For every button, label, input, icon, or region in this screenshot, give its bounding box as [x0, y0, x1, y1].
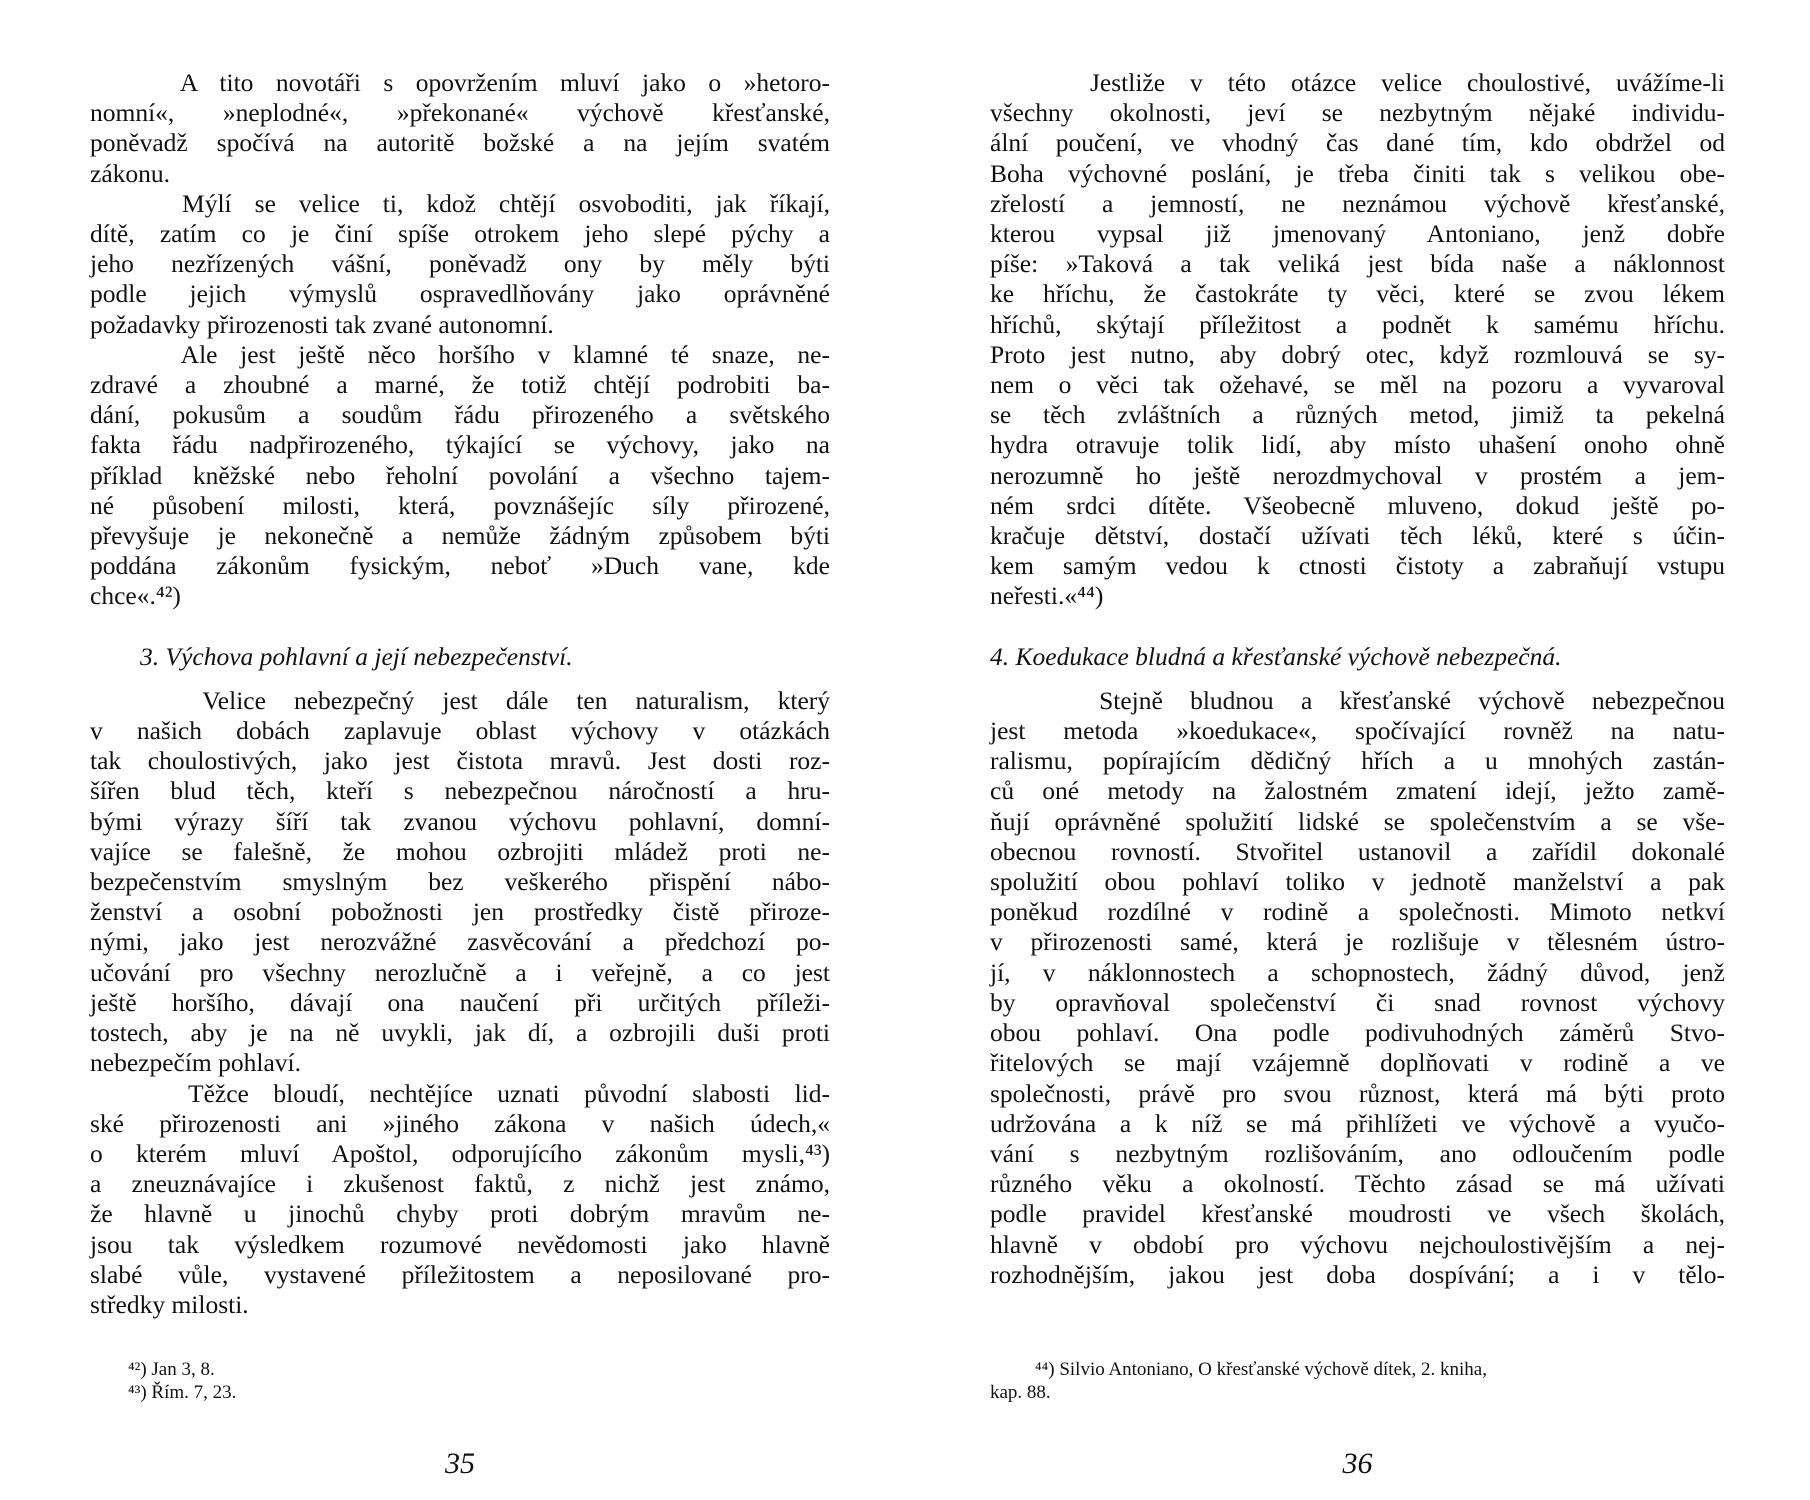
text-line: nem o věci tak ožehavé, se měl na pozoru a vyvaroval [990, 370, 1725, 400]
text-line: a zneuznávajíce i zkušenost faktů, z nichž jest známo, [90, 1169, 830, 1199]
text-line: v našich dobách zaplavuje oblast výchovy v otázkách [90, 716, 830, 746]
text-line: zákonu. [90, 158, 171, 188]
text-line: převyšuje je nekonečně a nemůže žádným způsobem býti [90, 521, 830, 551]
right-page [990, 0, 1725, 1500]
text-line: Jestliže v této otázce velice choulostivé, uvážíme-li [990, 68, 1725, 97]
text-line: se těch zvláštních a různých metod, jimiž ta pekelná [990, 400, 1725, 430]
text-line: rozhodnějším, jakou jest doba dospívání; a i v tělo- [990, 1259, 1725, 1289]
text-line: hydra otravuje tolik lidí, aby místo uhašení onoho ohně [990, 430, 1725, 460]
text-line: kračuje dětství, dostačí užívati těch léků, které s účin- [990, 521, 1725, 551]
text-line: že hlavně u jinochů chyby proti dobrým mravům ne- [90, 1199, 830, 1229]
text-line: chce«.⁴²) [90, 581, 181, 611]
text-line: ální poučení, ve vhodný čas dané tím, kdo obdržel od [990, 128, 1725, 158]
text-line: zřelostí a jemností, ne neznámou výchově křesťanské, [990, 188, 1725, 218]
text-line: učování pro všechny nerozlučně a i veřejně, a co jest [90, 957, 830, 987]
text-line: neřesti.«⁴⁴) [990, 581, 1104, 611]
text-line: A tito novotáři s opovržením mluví jako o »hetoro- [90, 68, 830, 97]
section-heading: 3. Výchova pohlavní a její nebezpečenství. [140, 641, 573, 671]
footnote: ⁴⁴) Silvio Antoniano, O křesťanské výchově dítek, 2. kniha, [1035, 1359, 1487, 1380]
text-line: udržována a k níž se má přihlížeti ve výchově a vyučo- [990, 1108, 1725, 1138]
text-line: ke hříchu, že častokráte ty věci, které se zvou lékem [990, 279, 1725, 309]
left-page [90, 0, 830, 1500]
right-page-text [990, 68, 1725, 1290]
text-line: nými, jako jest nerozvážné zasvěcování a předchozí po- [90, 927, 830, 957]
text-line: ské přirozenosti ani »jiného zákona v našich údech,« [90, 1108, 830, 1138]
text-line: řitelových se mají vzájemně doplňovati v rodině a ve [990, 1048, 1725, 1078]
text-line: nerozumně ho ještě nerozdmychoval v prostém a jem- [990, 460, 1725, 490]
text-line: nomní«, »neplodné«, »překonané« výchově křesťanské, [90, 98, 830, 128]
text-line: vajíce se falešně, že mohou ozbrojiti mládež proti ne- [90, 836, 830, 866]
text-line: bezpečenstvím smyslným bez veškerého přispění nábo- [90, 867, 830, 897]
text-line: spolužití obou pohlaví toliko v jednotě manželství a pak [990, 867, 1725, 897]
text-line: příklad kněžské nebo řeholní povolání a všechno tajem- [90, 460, 830, 490]
text-line: né působení milosti, která, povznášejíc síly přirozené, [90, 490, 830, 520]
text-line: poněkud rozdílné v rodině a společnosti. Mimoto netkví [990, 897, 1725, 927]
footnotes [90, 1358, 830, 1404]
text-line: nebezpečím pohlaví. [90, 1048, 301, 1078]
text-line: Boha výchovné poslání, je třeba činiti tak s velikou obe- [990, 158, 1725, 188]
page-number: 35 [445, 1447, 475, 1480]
text-line: jeho nezřízených vášní, poněvadž ony by měly býti [90, 249, 830, 279]
text-line: Velice nebezpečný jest dále ten naturalism, který [90, 685, 830, 715]
text-line: obou pohlaví. Ona podle podivuhodných záměrů Stvo- [990, 1018, 1725, 1048]
text-line: obecnou rovností. Stvořitel ustanovil a zařídil dokonalé [990, 836, 1725, 866]
text-line: Ale jest ještě něco horšího v klamné té snaze, ne- [90, 339, 830, 369]
text-line: hlavně v období pro výchovu nejchoulostivějším a nej- [990, 1229, 1725, 1259]
text-line: by opravňoval společenství či snad rovnost výchovy [990, 987, 1725, 1017]
text-line: jest metoda »koedukace«, spočívající rovněž na natu- [990, 716, 1725, 746]
text-line: Těžce bloudí, nechtějíce uznati původní slabosti lid- [90, 1078, 830, 1108]
page-number: 36 [1342, 1447, 1373, 1480]
text-line: ňují oprávněné spolužití lidské se společenstvím a se vše- [990, 806, 1725, 836]
text-line: Mýlí se velice ti, kdož chtějí osvoboditi, jak říkají, [90, 188, 830, 218]
text-line: ralismu, popírajícím dědičný hřích a u mnohých zastán- [990, 746, 1725, 776]
text-line: fakta řádu nadpřirozeného, týkající se výchovy, jako na [90, 430, 830, 460]
text-line: dání, pokusům a soudům řádu přirozeného a světského [90, 400, 830, 430]
text-line: slabé vůle, vystavené příležitostem a neposilované pro- [90, 1259, 830, 1289]
text-line: poněvadž spočívá na autoritě božské a na jejím svatém [90, 128, 830, 158]
text-line: hříchů, skýtají příležitost a podnět k samému hříchu. [990, 309, 1725, 339]
text-line: ném srdci dítěte. Všeobecně mluveno, dokud ještě po- [990, 490, 1725, 520]
text-line: podle pravidel křesťanské moudrosti ve všech školách, [990, 1199, 1725, 1229]
text-line: Proto jest nutno, aby dobrý otec, když rozmlouvá se sy- [990, 339, 1725, 369]
text-line: ců oné metody na žalostném zmatení idejí, ježto zamě- [990, 776, 1725, 806]
text-line: ženství a osobní pobožnosti jen prostředky čistě přiroze- [90, 897, 830, 927]
text-line: dítě, zatím co je činí spíše otrokem jeho slepé pýchy a [90, 219, 830, 249]
section-heading: 4. Koedukace bludná a křesťanské výchově nebezpečná. [990, 641, 1562, 671]
text-line: poddána zákonům fysickým, neboť »Duch vane, kde [90, 551, 830, 581]
text-line: kterou vypsal již jmenovaný Antoniano, jenž dobře [990, 219, 1725, 249]
footnotes [990, 1358, 1725, 1404]
text-line: vání s nezbytným rozlišováním, ano odloučením podle [990, 1138, 1725, 1168]
text-line: zdravé a zhoubné a marné, že totiž chtějí podrobiti ba- [90, 370, 830, 400]
footnote: ⁴²) Jan 3, 8. [128, 1359, 215, 1380]
text-line: tak choulostivých, jako jest čistota mravů. Jest dosti roz- [90, 746, 830, 776]
text-line: společnosti, právě pro svou různost, která má býti proto [990, 1078, 1725, 1108]
text-line: jsou tak výsledkem rozumové nevědomosti jako hlavně [90, 1229, 830, 1259]
text-line: středky milosti. [90, 1289, 249, 1319]
text-line: jí, v náklonnostech a schopnostech, žádný důvod, jenž [990, 957, 1725, 987]
text-line: o kterém mluví Apoštol, odporujícího zákonům mysli,⁴³) [90, 1138, 830, 1168]
text-line: tostech, aby je na ně uvykli, jak dí, a ozbrojili duši proti [90, 1018, 830, 1048]
text-line: kem samým vedou k ctnosti čistoty a zabraňují vstupu [990, 551, 1725, 581]
text-line: píše: »Taková a tak veliká jest bída naše a náklonnost [990, 249, 1725, 279]
text-line: v přirozenosti samé, která je rozlišuje v tělesném ústro- [990, 927, 1725, 957]
footnote: ⁴³) Řím. 7, 23. [128, 1382, 237, 1403]
text-line: Stejně bludnou a křesťanské výchově nebezpečnou [990, 685, 1725, 715]
text-line: všechny okolnosti, jeví se nezbytným nějaké individu- [990, 98, 1725, 128]
text-line: ještě horšího, dávají ona naučení při určitých příleži- [90, 987, 830, 1017]
left-page-text [90, 68, 830, 1320]
text-line: různého věku a okolností. Těchto zásad se má užívati [990, 1169, 1725, 1199]
footnote: kap. 88. [990, 1382, 1051, 1403]
text-line: požadavky přirozenosti tak zvané autonomní. [90, 309, 554, 339]
text-line: šířen blud těch, kteří s nebezpečnou náročností a hru- [90, 776, 830, 806]
text-line: bými výrazy šíří tak zvanou výchovu pohlavní, domní- [90, 806, 830, 836]
text-line: podle jejich výmyslů ospravedlňovány jako oprávněné [90, 279, 830, 309]
